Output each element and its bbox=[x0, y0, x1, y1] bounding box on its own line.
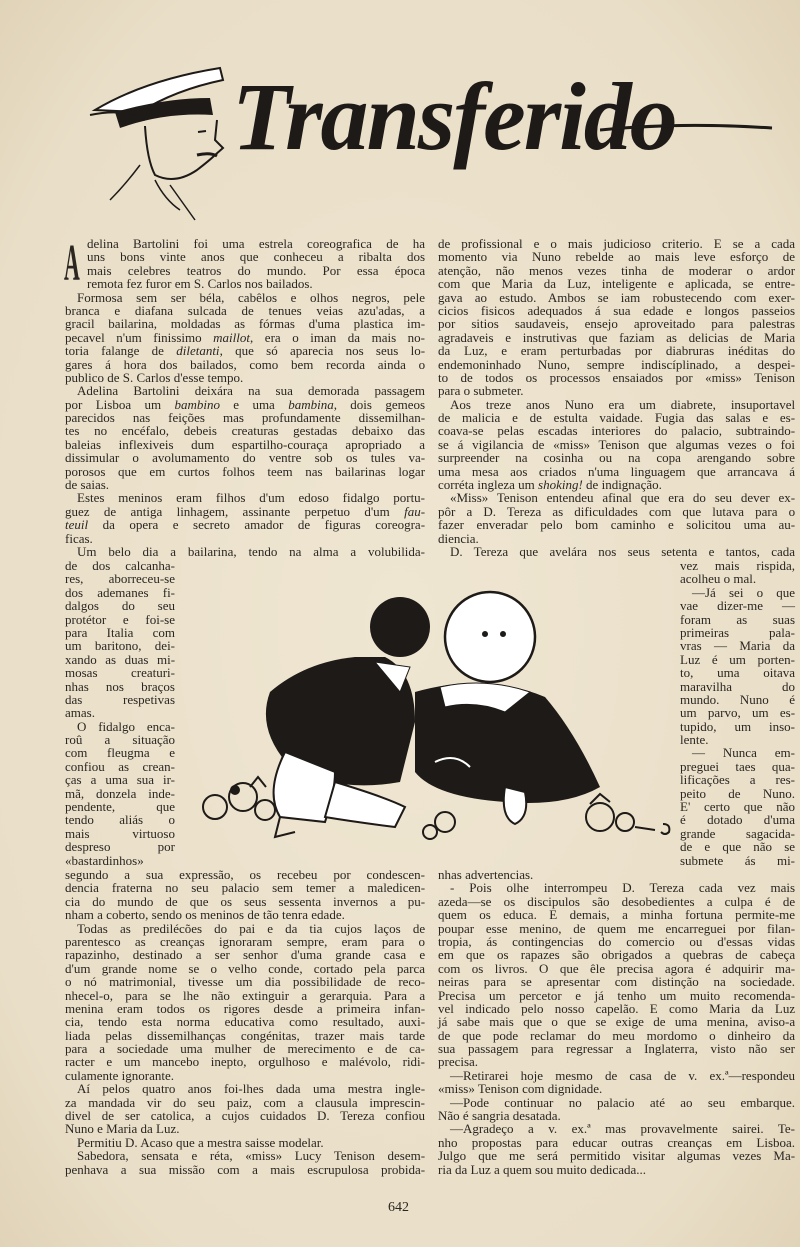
text-line: quem os educa. E demais, a minha fortuna permite-me bbox=[438, 907, 796, 923]
text-line: ficas. bbox=[65, 530, 93, 546]
text-line: gava ao estudo. Ambos se iam robustecendo com exer- bbox=[438, 289, 795, 305]
text-line: E' certo que não bbox=[680, 799, 795, 815]
text-line: - Pois olhe interrompeu D. Tereza cada vez mais bbox=[450, 880, 796, 896]
text-line: «bastardinhos» bbox=[65, 852, 144, 868]
text-line: precisa. bbox=[438, 1054, 479, 1070]
article-title: Transferido bbox=[232, 63, 676, 170]
text-line: vras — Maria da bbox=[680, 638, 796, 654]
text-line: sua passagem para regressar a Inglaterra, visto não ser bbox=[438, 1041, 795, 1057]
text-line: ria da Luz a quem sou muito dedicada... bbox=[438, 1161, 646, 1177]
text-line: res, aborreceu-se bbox=[65, 571, 175, 587]
text-line: maravilha do bbox=[680, 678, 795, 694]
text-line: surpreender na cosinha ou na copa arengando sobre bbox=[438, 450, 796, 466]
two-children-illustration-icon bbox=[185, 582, 675, 852]
title-flourish-line-icon bbox=[600, 118, 775, 138]
text-line: momento via Nuno rebelde ao mais leve esforço de bbox=[438, 249, 796, 265]
text-line: baleias inflexiveis dum espartilho-couraça apropriado a bbox=[65, 436, 426, 452]
text-line: para o submeter. bbox=[438, 383, 524, 399]
page-number: 642 bbox=[388, 1200, 409, 1215]
text-line: primeiras pala- bbox=[680, 624, 795, 640]
text-line: d'um grande nome se o velho conde, cortado pela parca bbox=[65, 960, 426, 976]
text-line: da Luz, e eram perturbadas por diabruras inéditas do bbox=[438, 343, 796, 359]
text-line: xando as duas mi- bbox=[65, 651, 176, 667]
text-line: tupido, um inso- bbox=[680, 718, 796, 734]
text-line: por sitios saudaveis, ensejo aproveitado para palestras bbox=[438, 316, 796, 332]
text-line: parentesco as creanças ignoraram sempre, eram para o bbox=[65, 933, 426, 949]
text-line: to, uma oitava bbox=[680, 665, 795, 681]
text-line: Precisa um percetor e já tenho um muito recomenda- bbox=[438, 987, 796, 1003]
text-line: Aí pelos quatro anos foi-lhes dada uma mestra ingle- bbox=[77, 1081, 426, 1097]
column-right-top bbox=[438, 237, 795, 558]
text-line: cicios fisicos adequados á sua edade e longos passeios bbox=[438, 302, 796, 318]
column-right-bottom bbox=[438, 868, 795, 1176]
text-line: por Lisboa um bambino e uma bambina, dois gemeos bbox=[65, 396, 426, 412]
text-line: de que pode reclamar do meu mordomo o dinheiro da bbox=[438, 1027, 796, 1043]
text-line: Não é sangria desatada. bbox=[438, 1108, 561, 1124]
text-line: rapazinho, destinado a ser senhor d'uma grande casa e bbox=[65, 947, 426, 963]
text-line: teuil da opera e secreto amador de figuras coreogra- bbox=[65, 517, 426, 533]
text-line: de e que não se bbox=[680, 839, 796, 855]
text-line: com fleugma e bbox=[65, 745, 176, 761]
text-line: para a sociedade uma mulher de merecimento e de ca- bbox=[65, 1041, 426, 1057]
text-line: mundo. Nuno é bbox=[680, 691, 796, 707]
text-line: parecidos nas feições mas profundamente dissemilhan- bbox=[65, 410, 426, 426]
text-line: dencia fraterna no seu palacio sem temer a maledicen- bbox=[65, 880, 426, 896]
text-line: racter e um mancebo inepto, orgulhoso e malévolo, ridi- bbox=[65, 1054, 425, 1070]
text-line: grande sagacida- bbox=[680, 825, 795, 841]
text-line: nhas advertencias. bbox=[438, 867, 534, 882]
text-line: é dotado d'uma bbox=[680, 812, 795, 828]
text-line: «miss» Tenison com dignidade. bbox=[438, 1081, 603, 1097]
text-line: endemoninhado Nuno, sempre indiscíplinado, a despei- bbox=[438, 356, 796, 372]
text-line: azeda—se os discipulos são desobedientes a culpa é de bbox=[438, 893, 796, 909]
text-line: despreso por bbox=[65, 839, 175, 855]
text-line: fazer enveradar pelo bom caminho e solicitou uma au- bbox=[438, 517, 796, 533]
text-line: com que Maria da Luz, inteligente e aplicada, se entre- bbox=[438, 276, 796, 292]
text-line: liada pelas dissemilhanças congénitas, trazer mais tarde bbox=[65, 1027, 426, 1043]
text-line: um parvo, um es- bbox=[680, 705, 796, 721]
text-line: za mandada vir do seu paiz, com a clausula imprescin- bbox=[65, 1094, 425, 1110]
text-line: coava-se pelas escadas interiores do palacio, subtraindo- bbox=[438, 423, 796, 439]
text-line: preguei taes qua- bbox=[680, 758, 795, 774]
text-line: remota fez furor em S. Carlos nos bailados. bbox=[87, 276, 313, 292]
text-line: protétor e foi-se bbox=[65, 611, 176, 627]
text-line: nhecel-o, para se lhe não extinguir a gerarquia. Para a bbox=[65, 987, 426, 1003]
text-line: atenção, não menos vezes tinha de moderar o ardor bbox=[438, 262, 796, 278]
text-line: neiras para se apresentar com distinção na sociedade. bbox=[438, 974, 796, 990]
text-line: Estes meninos eram filhos d'um edoso fidalgo portu- bbox=[77, 490, 426, 506]
text-line: dos ademanes fi- bbox=[65, 584, 176, 600]
text-line: lificações a res- bbox=[680, 772, 795, 788]
text-line: roû a situação bbox=[65, 732, 175, 748]
text-line: — Nunca em- bbox=[692, 745, 795, 761]
text-line: dissimular o avolumamento do ventre sob os tules va- bbox=[65, 450, 426, 466]
text-line: peito de Nuno. bbox=[680, 785, 796, 801]
text-line: corréta ingleza um shoking! de indignação. bbox=[438, 477, 662, 493]
text-line: —Já sei o que bbox=[692, 584, 795, 600]
text-line: diencia. bbox=[438, 530, 479, 546]
text-line: porosos que em curtos folhos teem nas bailarinas logar bbox=[65, 463, 426, 479]
text-line: de malicia e de estulta vaidade. Fugia das salas e es- bbox=[438, 410, 796, 426]
text-line: cia do mundo de que os seus sessenta invernos a pu- bbox=[65, 893, 426, 909]
text-line: Sabedora, sensata e réta, «miss» Lucy Tenison desem- bbox=[77, 1148, 426, 1164]
text-line: D. Tereza que avelára nos seus setenta e tantos, cada bbox=[450, 543, 796, 559]
text-line: O fidalgo enca- bbox=[77, 718, 176, 734]
text-line: penhava a sua missão com a mais escrupulosa probida- bbox=[65, 1161, 426, 1177]
text-line: acolheu o mal. bbox=[680, 571, 757, 587]
text-line: delina Bartolini foi uma estrela coreografica de ha bbox=[87, 236, 426, 251]
text-line: tes no encéfalo, debeis creaturas gestadas debaixo das bbox=[65, 423, 426, 439]
text-line: em que os rapazes são obrigados a quebras de cabeça bbox=[438, 947, 796, 963]
drop-cap: A bbox=[64, 235, 80, 292]
column-right-narrow bbox=[680, 559, 795, 867]
text-line: Formosa sem ser béla, cabêlos e olhos negros, pele bbox=[77, 289, 426, 305]
text-line: o nó matrimonial, tivesse um dia possibilidade de reco- bbox=[65, 974, 426, 990]
text-line: menina eram todos os rigores desde a primeira infan- bbox=[65, 1000, 426, 1016]
text-line: pendente, que bbox=[65, 799, 175, 815]
text-line: se á vigilancia de «miss» Tenison que algumas vezes o foi bbox=[438, 436, 796, 452]
text-line: Nuno e Maria da Luz. bbox=[65, 1121, 180, 1137]
text-line: nhas nos braços bbox=[65, 678, 175, 694]
text-line: para Italia com bbox=[65, 624, 176, 640]
man-in-cap-illustration-icon bbox=[85, 60, 235, 225]
text-line: Permitiu D. Acaso que a mestra saisse modelar. bbox=[77, 1134, 324, 1150]
text-line: mosas creaturi- bbox=[65, 665, 175, 681]
text-line: ças a uma sua ir- bbox=[65, 772, 176, 788]
text-line: vae dizer-me — bbox=[680, 598, 796, 614]
text-line: agradaveis e instrutivas que faziam as delicias de Maria bbox=[438, 329, 796, 345]
text-line: dalgos do seu bbox=[65, 598, 176, 614]
text-line: mais virtuoso bbox=[65, 825, 175, 841]
text-line: confiou as crean- bbox=[65, 758, 175, 774]
text-line: uma mesa aos criados n'uma linguagem que arrancava á bbox=[438, 463, 796, 479]
text-line: poupar esse menino, de quem me encarreguei por filan- bbox=[438, 920, 796, 936]
text-line: Todas as predilécões do pai e da tia cujos laços de bbox=[77, 920, 426, 936]
text-line: divel de ser catolica, a cujos cuidados D. Tereza confiou bbox=[65, 1108, 426, 1124]
text-line: nho propostas para educar outras creanças em Lisboa. bbox=[438, 1134, 796, 1150]
text-line: submete ás mi- bbox=[680, 852, 796, 868]
column-left-top bbox=[65, 237, 425, 558]
text-line: Luz é um porten- bbox=[680, 651, 795, 667]
text-line: Aos treze anos Nuno era um diabrete, insuportavel bbox=[450, 396, 796, 412]
text-line: —Retirarei hoje mesmo de casa de v. ex.ª—respondeu bbox=[450, 1067, 796, 1083]
text-line: com os livros. O que êle precisa agora é adquirir ma- bbox=[438, 960, 796, 976]
text-line: de profissional e o mais judicioso criterio. E se a cada bbox=[438, 236, 796, 251]
text-line: cia, tendo esta norma educativa como resultado, auxi- bbox=[65, 1014, 426, 1030]
column-left-narrow bbox=[65, 559, 175, 867]
text-line: branca e diafana sulcada de tenues veias azu'adas, a bbox=[65, 302, 426, 318]
text-line: gracil bailarina, moldadas as fórmas d'uma plastica im- bbox=[65, 316, 426, 332]
text-line: amas. bbox=[65, 705, 95, 721]
text-line: publico de S. Carlos d'esse tempo. bbox=[65, 369, 244, 385]
text-line: «Miss» Tenison entendeu afinal que era do seu dever ex- bbox=[450, 490, 796, 506]
text-line: foram as suas bbox=[680, 611, 795, 627]
text-line: pecavel n'um finissimo maillot, era o iman da mais no- bbox=[65, 329, 426, 345]
text-line: gares á hora dos bailados, como bem recorda ainda o bbox=[65, 356, 426, 372]
text-line: —Pode continuar no palacio até ao seu embarque. bbox=[450, 1094, 796, 1110]
text-line: das respetivas bbox=[65, 691, 175, 707]
text-line: guez de antiga linhagem, assinante perpetuo d'um fau- bbox=[65, 503, 426, 519]
text-line: —Agradeço a v. ex.ª mas provavelmente sairei. Te- bbox=[450, 1121, 796, 1137]
text-line: lente. bbox=[680, 732, 709, 748]
text-line: um baritono, dei- bbox=[65, 638, 176, 654]
text-line: Um belo dia a bailarina, tendo na alma a volubilida- bbox=[77, 543, 426, 559]
text-line: culamente ignorante. bbox=[65, 1067, 175, 1083]
text-line: de saias. bbox=[65, 477, 110, 493]
text-line: Julgo que me será permitido visitar algumas vezes Ma- bbox=[438, 1148, 796, 1164]
text-line: Adelina Bartolini deixára na sua demorada passagem bbox=[77, 383, 426, 399]
text-line: tropia, ás contingencias do comercio ou d'essas vidas bbox=[438, 933, 796, 949]
text-line: mais celebres teatros do mundo. Por essa época bbox=[87, 262, 426, 278]
text-line: já sabe mais que o que se exige de uma menina, aviso-a bbox=[438, 1014, 796, 1030]
text-line: toria falange de diletanti, que só aparecia nos seus lo- bbox=[65, 343, 426, 359]
text-line: de dos calcanha- bbox=[65, 558, 176, 573]
text-line: mã, donzela inde- bbox=[65, 785, 175, 801]
column-left-bottom bbox=[65, 868, 425, 1176]
text-line: vel indicado pelo nosso capelão. E como Maria da Luz bbox=[438, 1000, 796, 1016]
text-line: uns bons vinte anos que conheceu a ribalta dos bbox=[87, 249, 426, 265]
text-line: nham a coberto, sendo os meninos de tão tenra edade. bbox=[65, 907, 345, 923]
text-line: to de todos os processos ensaiados por «miss» Tenison bbox=[438, 369, 796, 385]
text-line: segundo a sua expressão, os recebeu por condescen- bbox=[65, 867, 426, 882]
text-line: tendo aliás o bbox=[65, 812, 175, 828]
text-line: vez mais rispida, bbox=[680, 558, 795, 573]
text-line: pôr a D. Tereza as dificuldades com que lutava para o bbox=[438, 503, 796, 519]
